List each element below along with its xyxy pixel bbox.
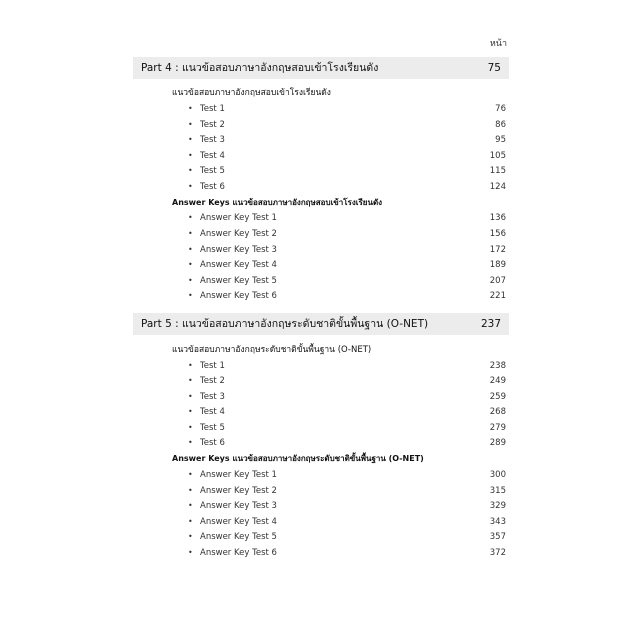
toc-entry[interactable]: [188, 290, 506, 302]
toc-entry-label: Answer Key Test 1: [200, 213, 277, 223]
toc-entry-label: Test 5: [200, 166, 225, 176]
part-page-number: 237: [480, 318, 501, 330]
toc-entry-label: Answer Key Test 5: [200, 532, 277, 542]
toc-entry-page: 357: [489, 532, 506, 542]
toc-entry[interactable]: [188, 437, 506, 449]
toc-entry-page: 372: [489, 548, 506, 558]
section-heading: แนวข้อสอบภาษาอังกฤษระดับชาติขั้นพื้นฐาน (O-NET): [172, 345, 372, 355]
toc-entry[interactable]: [188, 469, 506, 481]
toc-entry-label: Test 4: [200, 407, 225, 417]
bullet-icon: •: [188, 532, 193, 541]
toc-entry[interactable]: [188, 228, 506, 240]
bullet-icon: •: [188, 182, 193, 191]
toc-entry-page: 238: [489, 361, 506, 371]
toc-entry-page: 207: [489, 276, 506, 286]
toc-entry[interactable]: [188, 360, 506, 372]
section-heading: Answer Keys แนวข้อสอบภาษาอังกฤษระดับชาติขั้นพื้นฐาน (O-NET): [172, 454, 424, 463]
toc-entry-label: Answer Key Test 6: [200, 291, 277, 301]
toc-entry-page: 115: [489, 166, 506, 176]
toc-entry[interactable]: [188, 485, 506, 497]
toc-entry[interactable]: [188, 275, 506, 287]
bullet-icon: •: [188, 548, 193, 557]
toc-entry-page: 76: [495, 104, 506, 114]
toc-entry[interactable]: [188, 422, 506, 434]
bullet-icon: •: [188, 245, 193, 254]
part-page-number: 75: [487, 62, 501, 74]
toc-entry-page: 249: [489, 376, 506, 386]
toc-entry[interactable]: [188, 119, 506, 131]
toc-entry[interactable]: [188, 406, 506, 418]
toc-entry-label: Test 4: [200, 151, 225, 161]
toc-entry-page: 156: [489, 229, 506, 239]
toc-entry-page: 172: [489, 245, 506, 255]
bullet-icon: •: [188, 486, 193, 495]
bullet-icon: •: [188, 135, 193, 144]
toc-entry-page: 124: [489, 182, 506, 192]
toc-entry[interactable]: [188, 375, 506, 387]
part-4-heading[interactable]: [133, 57, 509, 79]
part-title: Part 4 : แนวข้อสอบภาษาอังกฤษสอบเข้าโรงเรียนดัง: [141, 62, 379, 74]
toc-entry-page: 105: [489, 151, 506, 161]
toc-entry-page: 315: [489, 486, 506, 496]
toc-entry[interactable]: [188, 165, 506, 177]
toc-entry-page: 136: [489, 213, 506, 223]
toc-entry-label: Test 1: [200, 361, 225, 371]
toc-entry[interactable]: [188, 391, 506, 403]
toc-entry[interactable]: [188, 150, 506, 162]
bullet-icon: •: [188, 361, 193, 370]
section-heading: แนวข้อสอบภาษาอังกฤษสอบเข้าโรงเรียนดัง: [172, 88, 331, 98]
toc-entry-label: Test 6: [200, 182, 225, 192]
bullet-icon: •: [188, 260, 193, 269]
toc-entry[interactable]: [188, 103, 506, 115]
toc-entry-label: Answer Key Test 2: [200, 486, 277, 496]
toc-entry-page: 268: [489, 407, 506, 417]
toc-entry-page: 300: [489, 470, 506, 480]
bullet-icon: •: [188, 276, 193, 285]
toc-entry-label: Answer Key Test 3: [200, 501, 277, 511]
toc-entry-label: Test 2: [200, 120, 225, 130]
toc-entry[interactable]: [188, 181, 506, 193]
toc-entry[interactable]: [188, 516, 506, 528]
bullet-icon: •: [188, 120, 193, 129]
bullet-icon: •: [188, 376, 193, 385]
toc-entry-label: Test 6: [200, 438, 225, 448]
toc-entry-page: 329: [489, 501, 506, 511]
bullet-icon: •: [188, 407, 193, 416]
toc-entry-label: Test 2: [200, 376, 225, 386]
page-column-label: หน้า: [489, 39, 507, 49]
toc-entry[interactable]: [188, 259, 506, 271]
bullet-icon: •: [188, 104, 193, 113]
toc-entry-label: Test 5: [200, 423, 225, 433]
section-heading: Answer Keys แนวข้อสอบภาษาอังกฤษสอบเข้าโรงเรียนดัง: [172, 198, 383, 207]
toc-entry-page: 289: [489, 438, 506, 448]
bullet-icon: •: [188, 166, 193, 175]
toc-entry[interactable]: [188, 212, 506, 224]
toc-entry-page: 279: [489, 423, 506, 433]
toc-entry-label: Test 3: [200, 392, 225, 402]
bullet-icon: •: [188, 291, 193, 300]
toc-entry-label: Answer Key Test 2: [200, 229, 277, 239]
bullet-icon: •: [188, 501, 193, 510]
toc-entry-label: Test 1: [200, 104, 225, 114]
part-title: Part 5 : แนวข้อสอบภาษาอังกฤษระดับชาติขั้นพื้นฐาน (O-NET): [141, 318, 429, 330]
toc-entry-label: Answer Key Test 4: [200, 260, 277, 270]
bullet-icon: •: [188, 423, 193, 432]
toc-entry-label: Test 3: [200, 135, 225, 145]
toc-entry-label: Answer Key Test 4: [200, 517, 277, 527]
toc-entry-page: 221: [489, 291, 506, 301]
toc-entry[interactable]: [188, 547, 506, 559]
toc-entry-label: Answer Key Test 3: [200, 245, 277, 255]
toc-entry-label: Answer Key Test 6: [200, 548, 277, 558]
bullet-icon: •: [188, 213, 193, 222]
bullet-icon: •: [188, 470, 193, 479]
toc-entry-page: 189: [489, 260, 506, 270]
toc-entry-page: 343: [489, 517, 506, 527]
toc-entry-page: 95: [495, 135, 506, 145]
part-5-heading[interactable]: [133, 313, 509, 335]
bullet-icon: •: [188, 229, 193, 238]
toc-entry-page: 259: [489, 392, 506, 402]
toc-entry[interactable]: [188, 244, 506, 256]
bullet-icon: •: [188, 517, 193, 526]
bullet-icon: •: [188, 438, 193, 447]
toc-entry[interactable]: [188, 134, 506, 146]
toc-entry[interactable]: [188, 531, 506, 543]
toc-entry-page: 86: [495, 120, 506, 130]
bullet-icon: •: [188, 392, 193, 401]
toc-entry[interactable]: [188, 500, 506, 512]
bullet-icon: •: [188, 151, 193, 160]
toc-entry-label: Answer Key Test 5: [200, 276, 277, 286]
toc-entry-label: Answer Key Test 1: [200, 470, 277, 480]
